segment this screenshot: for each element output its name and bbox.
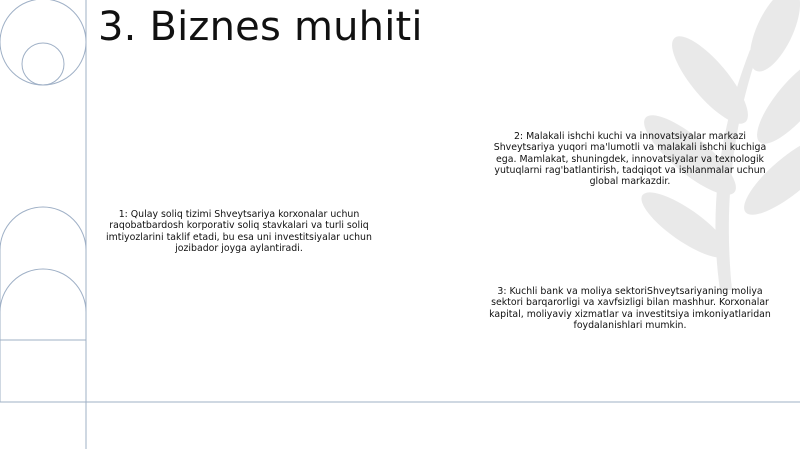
point-1-text: 1: Qulay soliq tizimi Shveytsariya korxonalar uchun raqobatbardosh korporativ soliq stavkalari va turli soliq imtiyozlarini taklif etadi, bu esa uni investitsiyalar uchun jozibador joyga aylantiradi.: [106, 209, 372, 254]
slide-title: 3. Biznes muhiti: [98, 4, 423, 50]
point-2-text: 2: Malakali ishchi kuchi va innovatsiyalar markazi Shveytsariya yuqori ma'lumotli va malakali ishchi kuchiga ega. Mamlakat, shuningdek, innovatsiyalar va texnologik yutuqlarni rag'batlantirish, tadqiqot va ishlanmalar uchun global markazdir.: [493, 131, 767, 188]
point-3-text: 3: Kuchli bank va moliya sektoriShveytsariyaning moliya sektori barqarorligi va xavfsizligi bilan mashhur. Korxonalar kapital, moliyaviy xizmatlar va investitsiya imkoniyatlaridan foydalanishlari mumkin.: [489, 286, 771, 331]
